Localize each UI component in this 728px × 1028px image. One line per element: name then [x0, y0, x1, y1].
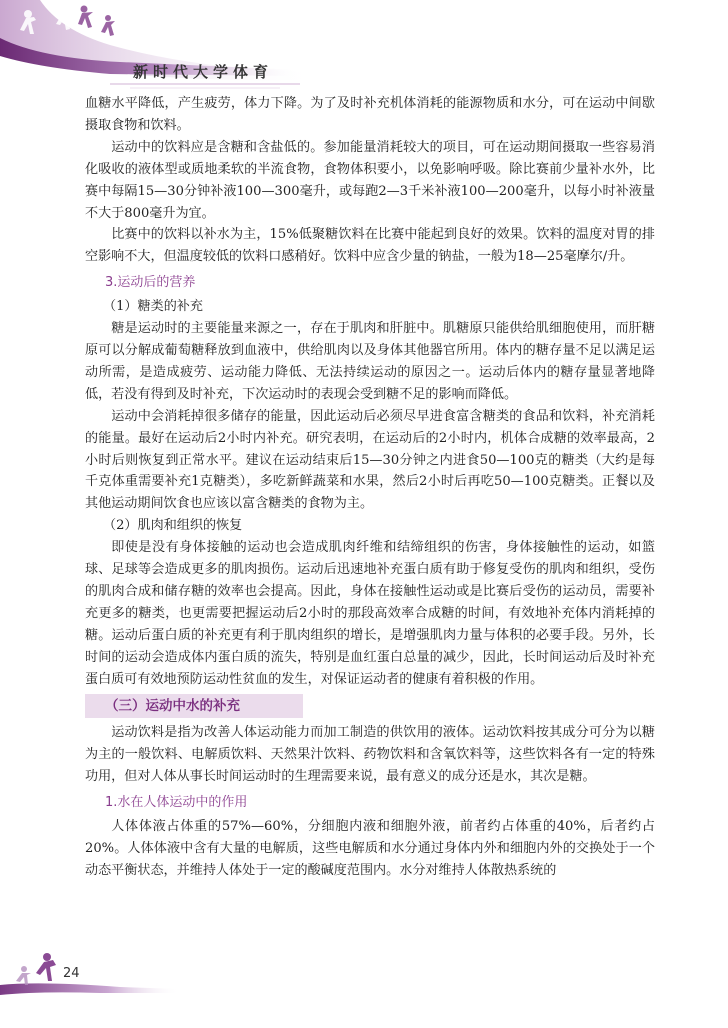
header-decoration	[0, 0, 728, 100]
page-number: 24	[63, 966, 80, 981]
paragraph: 人体体液占体重的57%—60%，分细胞内液和细胞外液，前者约占体重的40%，后者约占20%。人体体液中含有大量的电解质，这些电解质和水分通过身体内外和细胞内外的交换处于一个动态平衡状态，并维持人体处于一定的酸碱度范围内。水分对维持人体散热系统的	[85, 819, 655, 878]
section-heading-water: （三）运动中水的补充	[85, 694, 303, 718]
book-title: 新时代大学体育	[133, 63, 274, 81]
subheading-muscle: （2）肌肉和组织的恢复	[103, 518, 243, 534]
runner-silhouette-icon	[36, 953, 56, 981]
subsection-heading-post-exercise: 3.运动后的营养	[105, 275, 196, 291]
paragraph: 运动中会消耗掉很多储存的能量，因此运动后必须尽早进食富含糖类的食品和饮料，补充消耗的能量。最好在运动后2小时内补充。研究表明，在运动后的2小时内，机体合成糖的效率最高，2小时后则恢复到正常水平。建议在运动结束后15—30分钟之内进食50—100克的糖类（大约是每千克体重需要补充1克糖类），多吃新鲜蔬菜和水果，然后2小时后再吃50—100克糖类。正餐以及其他运动期间饮食也应该以富含糖类的食物为主。	[85, 408, 655, 512]
main-content	[85, 93, 655, 882]
subsection-heading-water-role: 1.水在人体运动中的作用	[105, 795, 248, 811]
page-header	[0, 0, 728, 100]
paragraph: 比赛中的饮料以补水为主，15%低聚糖饮料在比赛中能起到良好的效果。饮料的温度对胃的排空影响不大，但温度较低的饮料口感稍好。饮料中应含少量的钠盐，一般为18—25毫摩尔/升。	[85, 227, 655, 265]
paragraph: 即使是没有身体接触的运动也会造成肌肉纤维和结缔组织的伤害，身体接触性的运动，如篮球、足球等会造成更多的肌肉损伤。运动后迅速地补充蛋白质有助于修复受伤的肌肉和组织，受伤的肌肉合成和储存糖的效率也会提高。因此，身体在接触性运动或是比赛后受伤的运动员，需要补充更多的糖类，也更需要把握运动后2小时的那段高效率合成糖的时间，有效地补充体内消耗掉的糖。运动后蛋白质的补充更有利于肌肉组织的增长，是增强肌肉力量与体积的必要手段。另外，长时间的运动会造成体内蛋白质的流失，特别是血红蛋白总量的减少，因此，长时间运动后及时补充蛋白质可有效地预防运动性贫血的发生，对保证运动者的健康有着积极的作用。	[85, 540, 655, 687]
page-footer	[0, 935, 728, 1024]
subheading-sugar: （1）糖类的补充	[103, 299, 203, 315]
paragraph: 运动饮料是指为改善人体运动能力而加工制造的供饮用的液体。运动饮料按其成分可分为以糖为主的一般饮料、电解质饮料、天然果汁饮料、药物饮料和含氧饮料等，这些饮料各有一定的特殊功用，但对人体从事长时间运动时的生理需要来说，最有意义的成分还是水，其次是糖。	[85, 725, 655, 785]
paragraph: 运动中的饮料应是含糖和含盐低的。参加能量消耗较大的项目，可在运动期间摄取一些容易消化吸收的液体型或质地柔软的半流食物，食物体积要小，以免影响呼吸。除比赛前少量补水外，比赛中每隔15—30分钟补液100—300毫升，或每跑2—3千米补液100—200毫升，以每小时补液量不大于800毫升为宜。	[85, 139, 655, 221]
paragraph: 糖是运动时的主要能量来源之一，存在于肌肉和肝脏中。肌糖原只能供给肌细胞使用，而肝糖原可以分解成葡萄糖释放到血液中，供给肌肉以及身体其他器官所用。体内的糖存量不足以满足运动所需，是造成疲劳、运动能力降低、无法持续运动的原因之一。运动后体内的糖存量显著地降低，若没有得到及时补充，下次运动时的表现会受到糖不足的影响而降低。	[85, 321, 655, 402]
footer-decoration	[0, 935, 728, 1024]
paragraph: 血糖水平降低，产生疲劳，体力下降。为了及时补充机体消耗的能源物质和水分，可在运动中间歇摄取食物和饮料。	[85, 96, 655, 133]
